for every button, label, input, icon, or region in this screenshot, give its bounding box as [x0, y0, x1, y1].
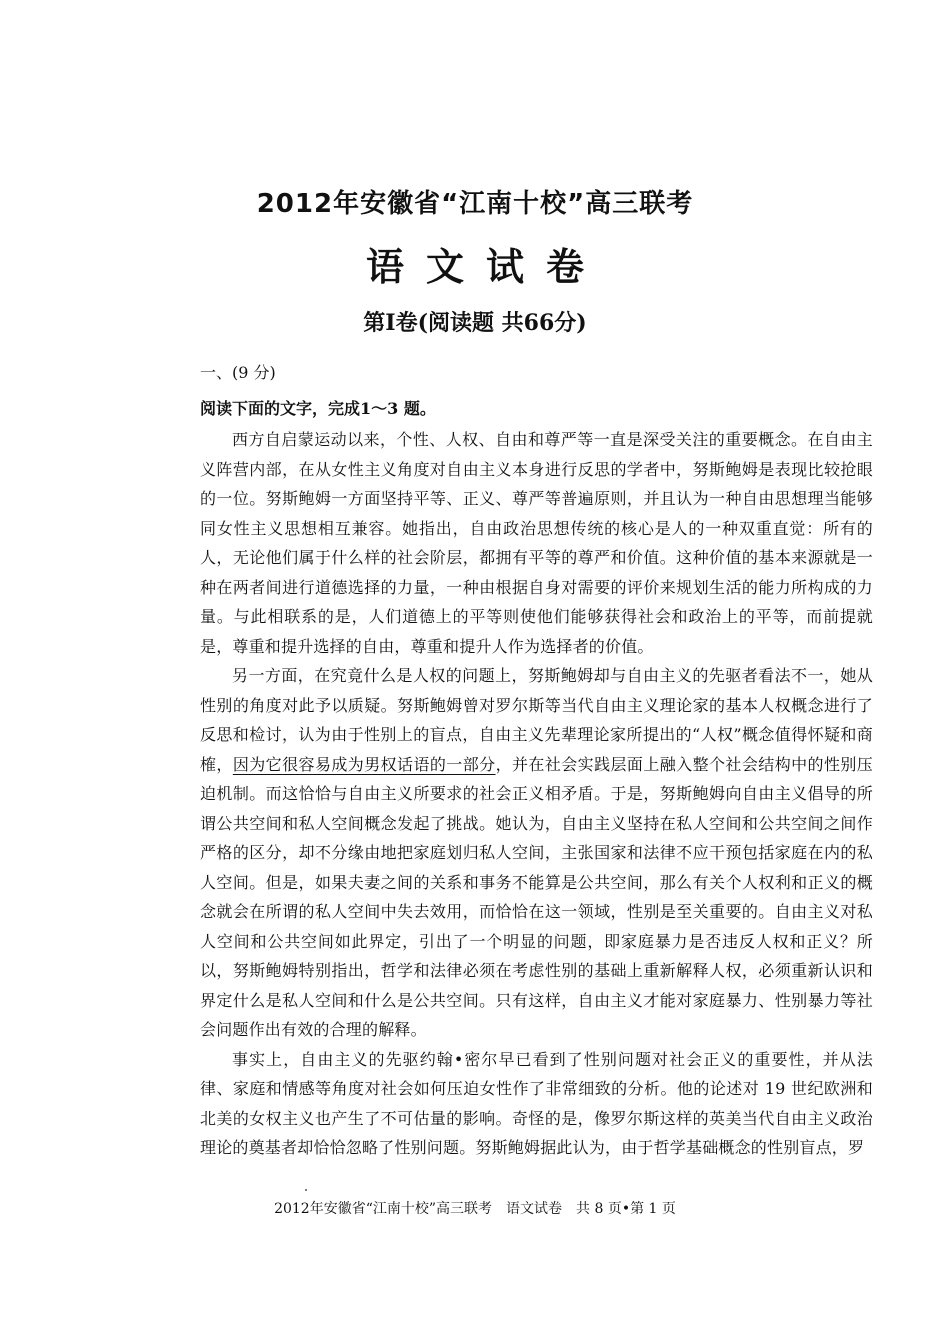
passage-paragraph-2 — [200, 661, 873, 1045]
question-instruction: 阅读下面的文字，完成1～3 题。 — [200, 399, 436, 418]
paragraph-text: 另一方面，在究竟什么是人权的问题上，努斯鲍姆却与自由主义的先驱者看法不一，她从性别的角度对此予以质疑。努斯鲍姆曾对罗尔斯等当代自由主义理论家的基本人权概念进行了反思和检讨，认为由于性别上的盲点，自由主义先辈理论家所提出的“人权”概念值得怀疑和商榷， — [200, 666, 873, 774]
section-title: 第Ⅰ卷(阅读题 共66分) — [363, 310, 587, 336]
question-number: 一、(9 分) — [200, 363, 276, 382]
passage-paragraph-1 — [200, 425, 873, 661]
paragraph-text: 事实上，自由主义的先驱约翰•密尔早已看到了性别问题对社会正义的重要性，并从法律、家庭和情感等角度对社会如何压迫女性作了非常细致的分析。他的论述对 19 世纪欧洲和北美的女权主义也产生了不可估量的影响。奇怪的是，像罗尔斯这样的英美当代自由主义政治理论的奠基者却恰恰忽略了性别问题。努斯鲍姆据此认为，由于哲学基础概念的性别盲点，罗 — [200, 1049, 873, 1157]
subject-title: 语文试卷 — [365, 244, 606, 289]
underlined-sentence: 因为它很容易成为男权话语的一部分 — [232, 754, 496, 774]
page-footer: 2012年安徽省“江南十校”高三联考 语文试卷 共 8 页•第 1 页 — [274, 1201, 676, 1217]
reading-passage — [200, 425, 873, 1163]
exam-title: 2012年安徽省“江南十校”高三联考 — [256, 189, 694, 219]
scan-speck — [305, 1189, 307, 1191]
paragraph-text: ，并在社会实践层面上融入整个社会结构中的性别压迫机制。而这恰恰与自由主义所要求的社会正义相矛盾。于是，努斯鲍姆向自由主义倡导的所谓公共空间和私人空间概念发起了挑战。她认为，自由主义坚持在私人空间和公共空间之间作严格的区分，却不分缘由地把家庭划归私人空间，主张国家和法律不应干预包括家庭在内的私人空间。但是，如果夫妻之间的关系和事务不能算是公共空间，那么有关个人权利和正义的概念就会在所谓的私人空间中失去效用，而恰恰在这一领域，性别是至关重要的。自由主义对私人空间和公共空间如此界定，引出了一个明显的问题，即家庭暴力是否违反人权和正义？所以，努斯鲍姆特别指出，哲学和法律必须在考虑性别的基础上重新解释人权，必须重新认识和界定什么是私人空间和什么是公共空间。只有这样，自由主义才能对家庭暴力、性别暴力等社会问题作出有效的合理的解释。 — [200, 754, 873, 1039]
paragraph-text: 西方自启蒙运动以来，个性、人权、自由和尊严等一直是深受关注的重要概念。在自由主义阵营内部，在从女性主义角度对自由主义本身进行反思的学者中，努斯鲍姆是表现比较抢眼的一位。努斯鲍姆一方面坚持平等、正义、尊严等普遍原则，并且认为一种自由思想理当能够同女性主义思想相互兼容。她指出，自由政治思想传统的核心是人的一种双重直觉：所有的人，无论他们属于什么样的社会阶层，都拥有平等的尊严和价值。这种价值的基本来源就是一种在两者间进行道德选择的力量，一种由根据自身对需要的评价来规划生活的能力所构成的力量。与此相联系的是，人们道德上的平等则使他们能够获得社会和政治上的平等，而前提就是，尊重和提升选择的自由，尊重和提升人作为选择者的价值。 — [200, 430, 873, 656]
passage-paragraph-3 — [200, 1045, 873, 1163]
